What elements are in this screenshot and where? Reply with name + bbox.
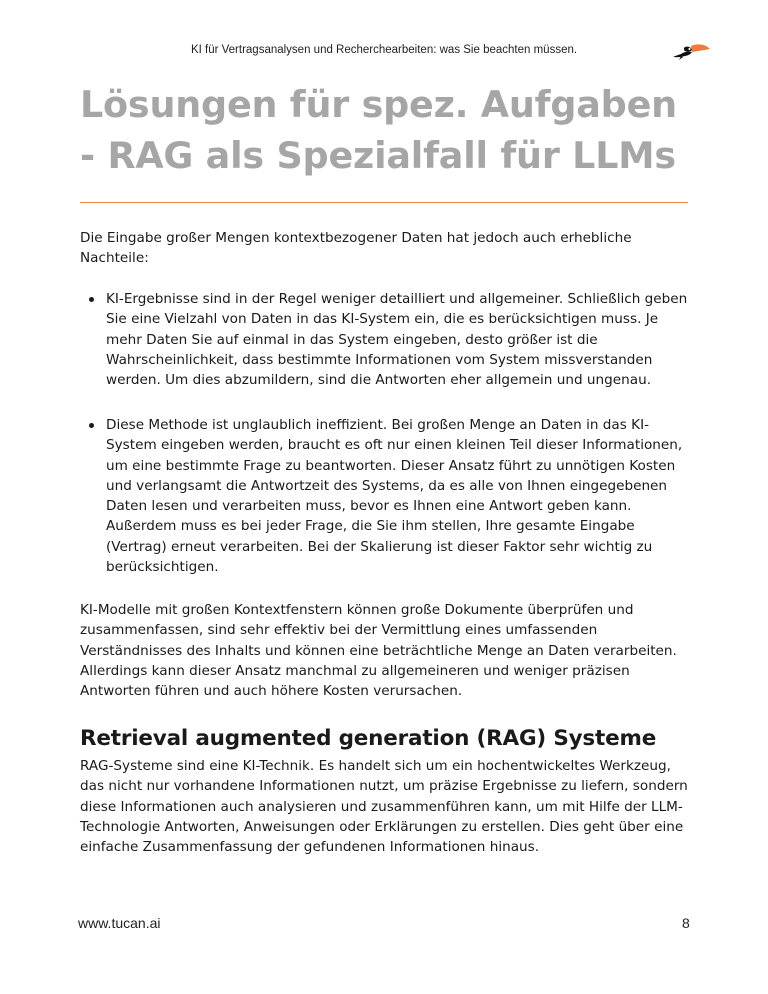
footer-website: www.tucan.ai	[78, 915, 161, 931]
running-header: KI für Vertragsanalysen und Recherchearbeiten: was Sie beachten müssen.	[190, 44, 578, 56]
disadvantages-list	[80, 289, 692, 390]
intro-paragraph: Die Eingabe großer Mengen kontextbezogener Daten hat jedoch auch erhebliche Nachteile:	[80, 230, 632, 267]
toucan-bird-icon	[671, 42, 711, 62]
title-divider	[80, 202, 688, 203]
section-heading: Retrieval augmented generation (RAG) Systeme	[80, 726, 657, 751]
list-item: Diese Methode ist unglaublich ineffizient. Bei großen Menge an Daten in das KI-System eingeben werden, braucht es oft nur einen kleinen Teil dieser Informationen, um eine bestimmte Frage zu beantworten. Dieser Ansatz führt zu unnötigen Kosten und verlangsamt die Antwortzeit des Systems, da es alle von Ihnen eingegebenen Daten lesen und verarbeiten muss, bevor es Ihnen eine Antwort geben kann. Außerdem muss es bei jeder Frage, die Sie ihm stellen, Ihre gesamte Eingabe (Vertrag) erneut verarbeiten. Bei der Skalierung ist dieser Faktor sehr wichtig zu berücksichtigen.	[80, 415, 692, 577]
list-item: KI-Ergebnisse sind in der Regel weniger detailliert und allgemeiner. Schließlich geben Sie eine Vielzahl von Daten in das KI-System ein, die es berücksichtigen muss. Je mehr Daten Sie auf einmal in das System eingeben, desto größer ist die Wahrscheinlichkeit, dass bestimmte Informationen vom System missverstanden werden. Um dies abzumildern, sind die Antworten eher allgemein und ungenau.	[80, 289, 692, 390]
page-title: Lösungen für spez. Aufgaben - RAG als Spezialfall für LLMs	[80, 83, 677, 177]
section-paragraph: RAG-Systeme sind eine KI-Technik. Es handelt sich um ein hochentwickeltes Werkzeug, das nicht nur vorhandene Informationen nutzt, um präzise Ergebnisse zu liefern, sondern diese Informationen auch analysieren und zusammenführen kann, um mit Hilfe der LLM-Technologie Antworten, Anweisungen oder Erklärungen zu erstellen. Dies geht über eine einfache Zusammenfassung der gefundenen Informationen hinaus.	[80, 758, 688, 856]
disadvantages-list-continued	[80, 415, 692, 577]
page-number: 8	[682, 915, 690, 931]
summary-paragraph: KI-Modelle mit großen Kontextfenstern können große Dokumente überprüfen und zusammenfassen, sind sehr effektiv bei der Vermittlung eines umfassenden Verständnisses des Inhalts und können eine beträchtliche Menge an Daten verarbeiten. Allerdings kann dieser Ansatz manchmal zu allgemeineren und weniger präzisen Antworten führen und auch höhere Kosten verursachen.	[80, 602, 677, 700]
